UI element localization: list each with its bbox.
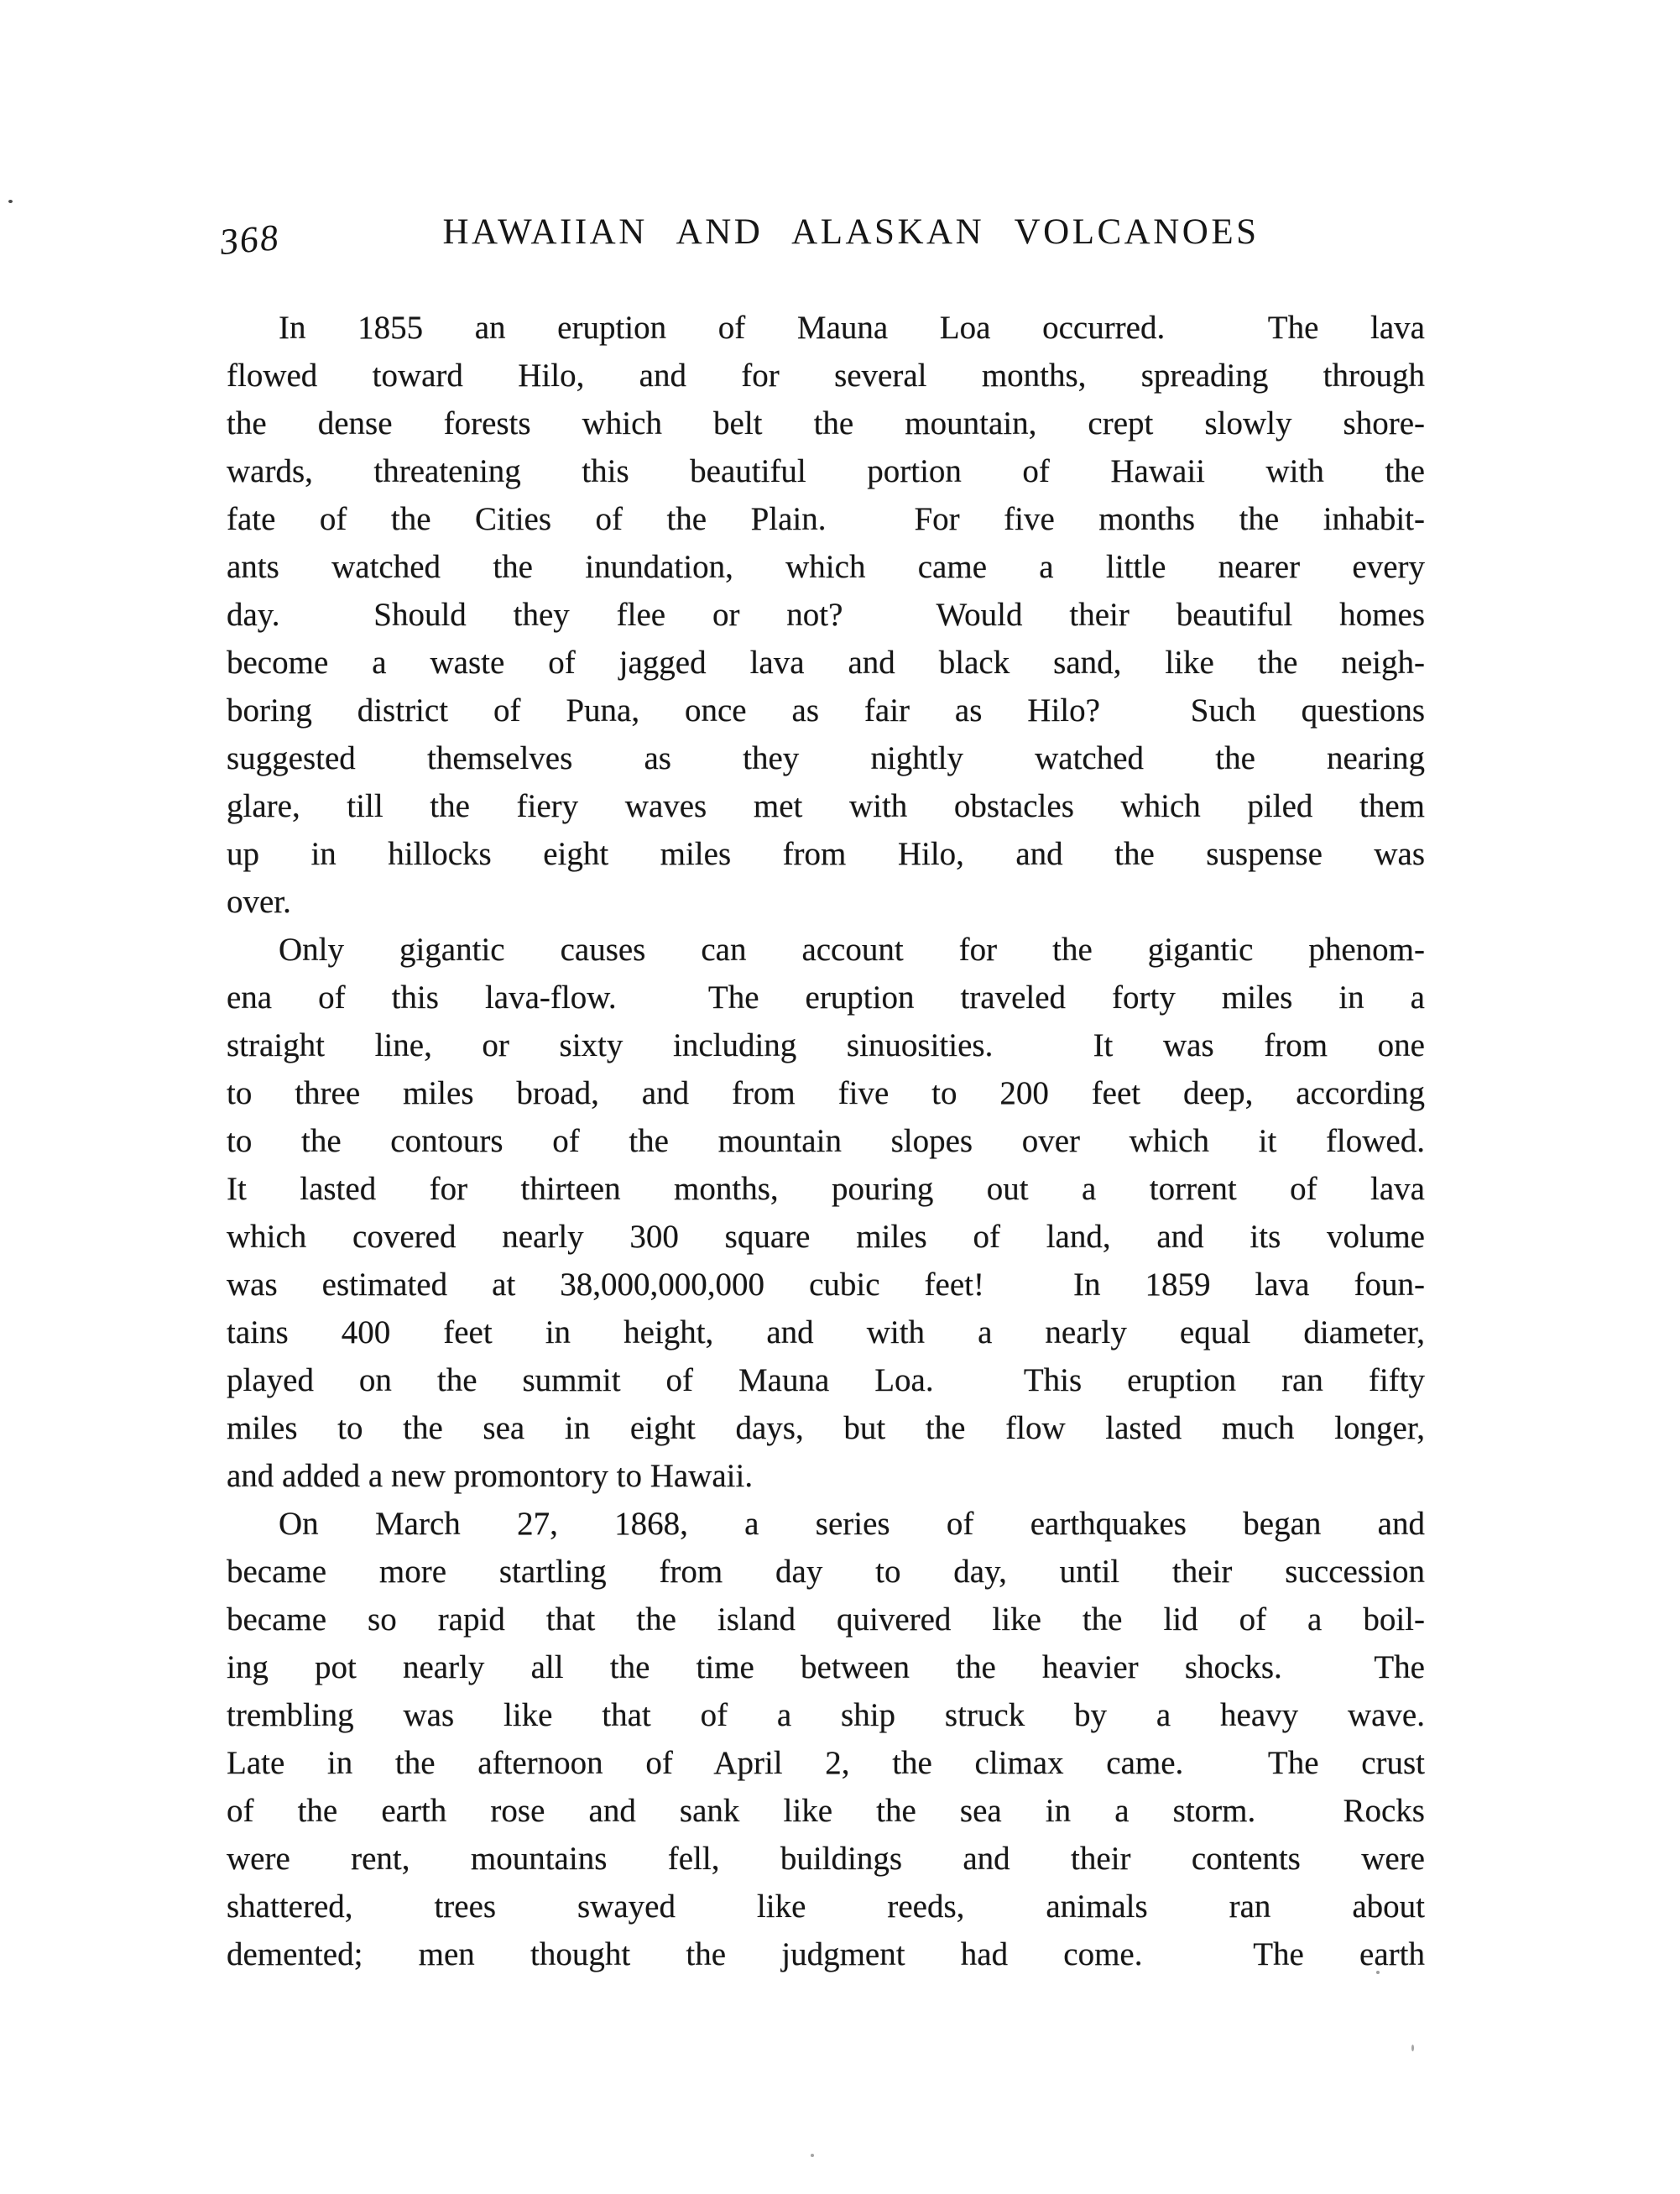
text-line: ants watched the inundation, which came a little nearer every (227, 549, 1425, 585)
text-line: wards, threatening this beautiful portion of Hawaii with the (227, 453, 1425, 489)
scan-speck (8, 200, 13, 203)
paragraph (227, 926, 1425, 1500)
text-line: became more startling from day to day, until their succession (227, 1554, 1425, 1590)
text-line: Only gigantic causes can account for the gigantic phenom- (279, 932, 1425, 968)
text-line: ing pot nearly all the time between the heavier shocks. The (227, 1649, 1425, 1685)
text-line: miles to the sea in eight days, but the flow lasted much longer, (227, 1410, 1425, 1446)
text-line: boring district of Puna, once as fair as Hilo? Such questions (227, 692, 1425, 729)
running-head (218, 212, 1425, 264)
text-block (218, 212, 1425, 1978)
scan-speck (1411, 2045, 1414, 2051)
scan-speck (811, 2154, 814, 2157)
text-line: which covered nearly 300 square miles of land, and its volume (227, 1219, 1425, 1255)
text-line: demented; men thought the judgment had come. The earth (227, 1936, 1425, 1972)
text-line: became so rapid that the island quivered like the lid of a boil- (227, 1601, 1425, 1638)
text-line: suggested themselves as they nightly watched the nearing (227, 740, 1425, 776)
paragraph (227, 1500, 1425, 1978)
text-line: and added a new promontory to Hawaii. (227, 1458, 754, 1494)
text-line: of the earth rose and sank like the sea in a storm. Rocks (227, 1793, 1425, 1829)
text-line: fate of the Cities of the Plain. For five months the inhabit- (227, 501, 1425, 537)
paragraph (227, 304, 1425, 926)
page-title: HAWAIIAN AND ALASKAN VOLCANOES (442, 212, 1260, 252)
text-line: shattered, trees swayed like reeds, animals ran about (227, 1888, 1425, 1925)
text-line: was estimated at 38,000,000,000 cubic feet! In 1859 lava foun- (227, 1267, 1425, 1303)
text-line: over. (227, 884, 291, 920)
text-line: day. Should they flee or not? Would their beautiful homes (227, 597, 1425, 633)
text-line: the dense forests which belt the mountain, crept slowly shore- (227, 405, 1425, 441)
text-line: become a waste of jagged lava and black sand, like the neigh- (227, 645, 1425, 681)
text-line: played on the summit of Mauna Loa. This eruption ran fifty (227, 1362, 1425, 1398)
text-line: to the contours of the mountain slopes over which it flowed. (227, 1123, 1425, 1159)
text-line: to three miles broad, and from five to 200 feet deep, according (227, 1075, 1425, 1111)
text-line: up in hillocks eight miles from Hilo, and the suspense was (227, 836, 1425, 872)
page-body (227, 304, 1425, 1978)
text-line: trembling was like that of a ship struck by a heavy wave. (227, 1697, 1425, 1733)
text-line: ena of this lava-flow. The eruption traveled forty miles in a (227, 979, 1425, 1016)
page-number: 368 (218, 216, 282, 264)
text-line: On March 27, 1868, a series of earthquakes began and (279, 1506, 1425, 1542)
text-line: glare, till the fiery waves met with obstacles which piled them (227, 788, 1425, 824)
text-line: flowed toward Hilo, and for several months, spreading through (227, 358, 1425, 394)
text-line: tains 400 feet in height, and with a nearly equal diameter, (227, 1314, 1425, 1350)
text-line: were rent, mountains fell, buildings and their contents were (227, 1841, 1425, 1877)
text-line: straight line, or sixty including sinuosities. It was from one (227, 1027, 1425, 1063)
text-line: In 1855 an eruption of Mauna Loa occurred. The lava (279, 310, 1425, 346)
text-line: Late in the afternoon of April 2, the climax came. The crust (227, 1745, 1425, 1781)
text-line: It lasted for thirteen months, pouring out a torrent of lava (227, 1171, 1425, 1207)
